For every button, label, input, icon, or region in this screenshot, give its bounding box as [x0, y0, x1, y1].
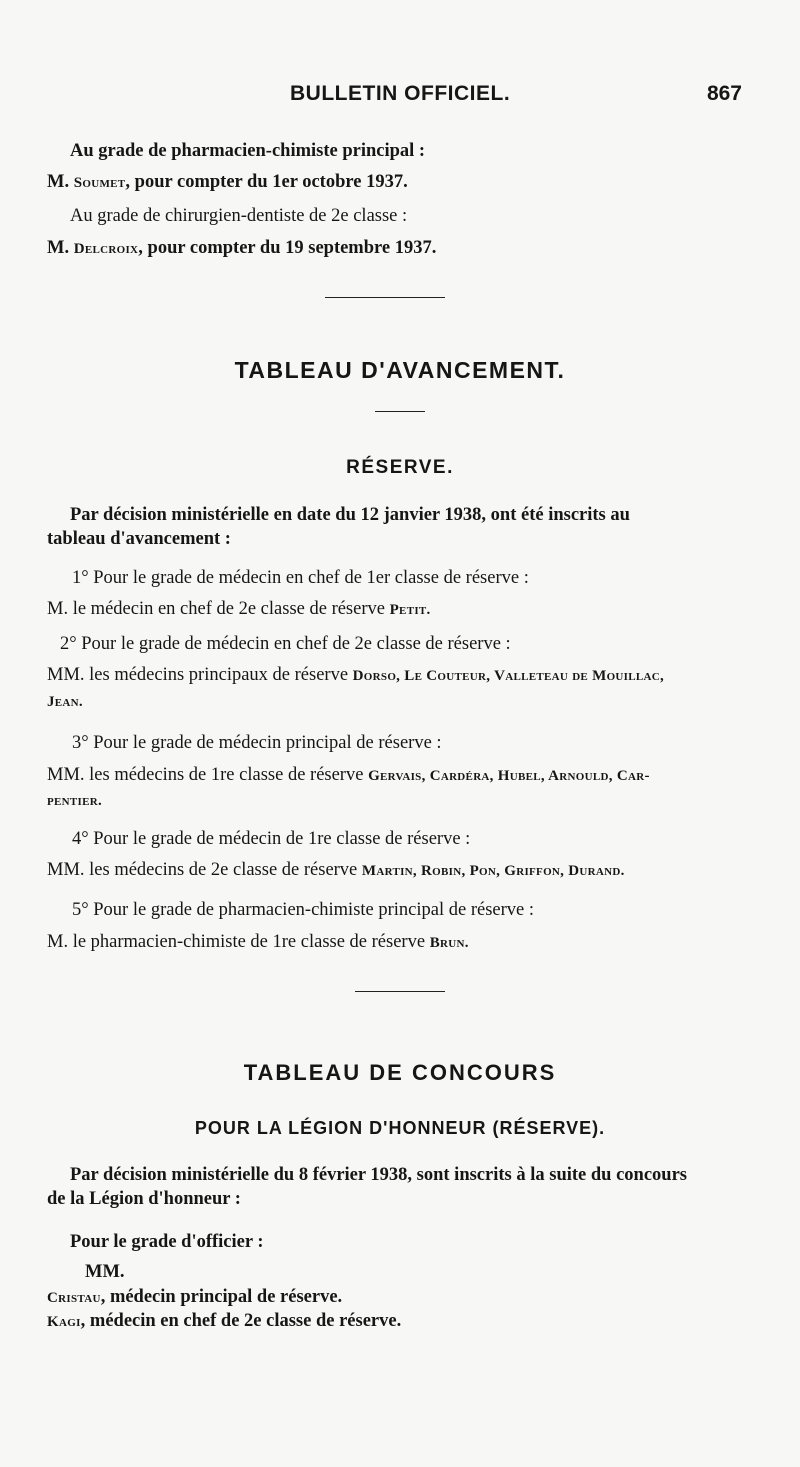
person-name: Kagi: [47, 1314, 81, 1330]
legion-entry-2: [47, 1310, 401, 1333]
person-name: Cristau: [47, 1290, 101, 1306]
mm-label: MM.: [85, 1262, 125, 1282]
person-names: pentier.: [47, 793, 103, 809]
entry-prefix: M.: [47, 238, 74, 258]
promotion-dentiste-entry: [47, 237, 436, 260]
grade-heading: Pour le grade d'officier :: [70, 1232, 264, 1252]
entry-prefix: M.: [47, 172, 74, 192]
entry-text: MM. les médecins principaux de réserve: [47, 665, 353, 685]
section-subtitle-reserve: RÉSERVE.: [346, 457, 454, 478]
person-names: Brun.: [429, 935, 469, 951]
entry-text: , médecin en chef de 2e classe de réserve.: [80, 1311, 402, 1331]
person-names: Martin, Robin, Pon, Griffon, Durand.: [361, 863, 625, 879]
entry-text: , pour compter du 19 septembre 1937.: [138, 238, 437, 258]
section-subtitle-legion: POUR LA LÉGION D'HONNEUR (RÉSERVE).: [194, 1118, 606, 1138]
item2-entry-cont: [47, 690, 83, 713]
person-names: Jean.: [47, 694, 83, 710]
person-names: Dorso, Le Couteur, Valleteau de Mouillac,: [352, 668, 665, 684]
item2-heading: 2° Pour le grade de médecin en chef de 2e classe de réserve :: [60, 634, 511, 654]
entry-text: M. le pharmacien-chimiste de 1re classe de réserve: [47, 932, 430, 952]
entry-text: , pour compter du 1er octobre 1937.: [125, 172, 408, 192]
item3-entry: [47, 764, 650, 787]
entry-text: MM. les médecins de 1re classe de réserve: [47, 765, 369, 785]
item3-entry-cont: [47, 789, 102, 812]
item5-heading: 5° Pour le grade de pharmacien-chimiste principal de réserve :: [72, 900, 535, 920]
separator-rule: [355, 991, 445, 992]
separator-rule: [325, 297, 445, 298]
section-title-avancement: TABLEAU D'AVANCEMENT.: [234, 357, 566, 383]
promotion-pharmacien-heading: Au grade de pharmacien-chimiste principal :: [70, 141, 426, 161]
item4-entry: [47, 859, 625, 882]
promotion-dentiste-heading: Au grade de chirurgien-dentiste de 2e classe :: [70, 206, 408, 226]
avancement-intro-line1: Par décision ministérielle en date du 12 janvier 1938, ont été inscrits au: [70, 505, 630, 525]
item1-entry: [47, 598, 431, 621]
legion-entry-1: [47, 1286, 342, 1309]
separator-rule-short: [375, 411, 425, 412]
item5-entry: [47, 931, 469, 954]
item3-heading: 3° Pour le grade de médecin principal de réserve :: [72, 733, 442, 753]
entry-text: , médecin principal de réserve.: [100, 1287, 343, 1307]
item4-heading: 4° Pour le grade de médecin de 1re classe de réserve :: [72, 829, 471, 849]
person-names: Petit.: [389, 602, 431, 618]
item1-heading: 1° Pour le grade de médecin en chef de 1er classe de réserve :: [72, 568, 529, 588]
page-header: [0, 82, 800, 112]
concours-intro-line1: Par décision ministérielle du 8 février 1938, sont inscrits à la suite du concours: [70, 1165, 687, 1185]
item2-entry: [47, 664, 664, 687]
avancement-intro-line2: tableau d'avancement :: [47, 529, 231, 549]
entry-text: M. le médecin en chef de 2e classe de réserve: [47, 599, 390, 619]
page-number: 867: [706, 82, 742, 105]
person-names: Gervais, Cardéra, Hubel, Arnould, Car-: [368, 768, 650, 784]
person-name: Soumet: [73, 175, 126, 191]
section-title-concours: TABLEAU DE CONCOURS: [243, 1060, 557, 1085]
person-name: Delcroix: [73, 241, 139, 257]
concours-intro-line2: de la Légion d'honneur :: [47, 1189, 241, 1209]
promotion-pharmacien-entry: [47, 171, 408, 194]
entry-text: MM. les médecins de 2e classe de réserve: [47, 860, 362, 880]
bulletin-title: BULLETIN OFFICIEL.: [290, 82, 511, 105]
